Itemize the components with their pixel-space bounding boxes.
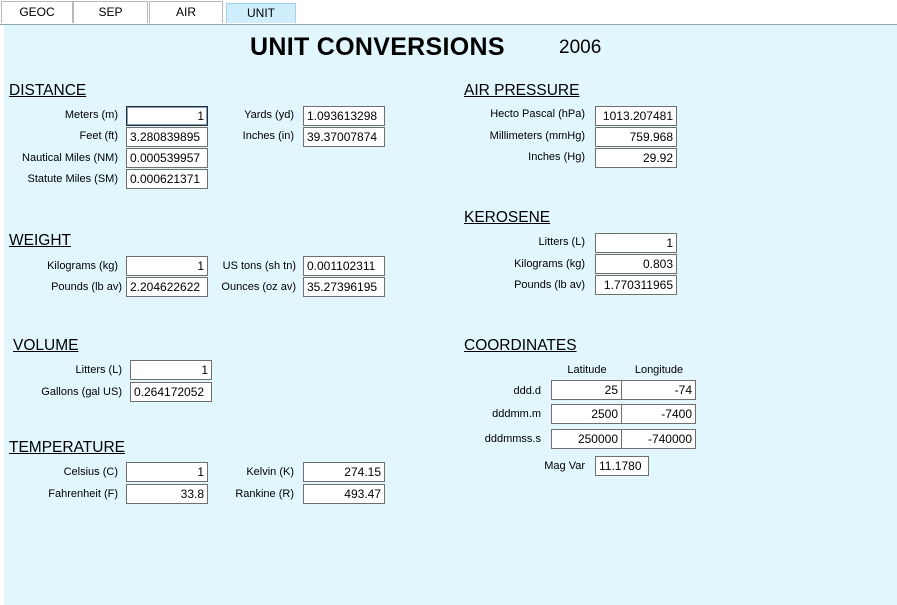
- nautical-miles-label: Nautical Miles (NM): [22, 152, 118, 164]
- latitude-ddmmss-field[interactable]: 250000: [551, 429, 622, 449]
- ounces-label: Ounces (oz av): [221, 281, 296, 293]
- rankine-field[interactable]: 493.47: [303, 484, 385, 504]
- celsius-field[interactable]: 1: [126, 462, 208, 482]
- millimeters-hg-label: Millimeters (mmHg): [489, 130, 585, 142]
- tab-air[interactable]: AIR: [149, 1, 223, 23]
- yards-label: Yards (yd): [244, 109, 294, 121]
- meters-label: Meters (m): [64, 109, 118, 121]
- kerosene-pounds-field[interactable]: 1.770311965: [595, 275, 677, 295]
- volume-liters-field[interactable]: 1: [130, 360, 212, 380]
- latitude-header: Latitude: [567, 364, 607, 376]
- longitude-decimal-field[interactable]: -74: [621, 380, 696, 400]
- inches-hg-label: Inches (Hg): [528, 151, 585, 163]
- weight-heading: WEIGHT: [9, 232, 71, 249]
- kerosene-pounds-label: Pounds (lb av): [514, 279, 585, 291]
- celsius-label: Celsius (C): [63, 466, 118, 478]
- fahrenheit-label: Fahrenheit (F): [48, 488, 118, 500]
- distance-heading: DISTANCE: [9, 82, 87, 99]
- volume-heading: VOLUME: [13, 337, 79, 354]
- coordinates-heading: COORDINATES: [464, 337, 577, 354]
- longitude-ddmmss-field[interactable]: -740000: [621, 429, 696, 449]
- hectopascal-label: Hecto Pascal (hPa): [490, 108, 585, 120]
- kelvin-label: Kelvin (K): [246, 466, 294, 478]
- rankine-label: Rankine (R): [235, 488, 294, 500]
- feet-field[interactable]: 3.280839895: [126, 127, 208, 147]
- feet-label: Feet (ft): [79, 130, 118, 142]
- meters-field[interactable]: 1: [126, 106, 208, 126]
- tab-sep[interactable]: SEP: [73, 1, 148, 23]
- statute-miles-label: Statute Miles (SM): [27, 173, 118, 185]
- longitude-header: Longitude: [634, 364, 684, 376]
- yards-field[interactable]: 1.093613298: [303, 106, 385, 126]
- latitude-decimal-field[interactable]: 25: [551, 380, 622, 400]
- kelvin-field[interactable]: 274.15: [303, 462, 385, 482]
- kerosene-kg-field[interactable]: 0.803: [595, 254, 677, 274]
- kilograms-field[interactable]: 1: [126, 256, 208, 276]
- inches-label: Inches (in): [242, 130, 294, 142]
- ounces-field[interactable]: 35.27396195: [303, 277, 385, 297]
- page-year: 2006: [559, 37, 602, 58]
- pounds-field[interactable]: 2.204622622: [126, 277, 208, 297]
- coord-row-label: dddmmss.s: [484, 433, 541, 445]
- tab-unit[interactable]: UNIT: [226, 3, 296, 23]
- millimeters-hg-field[interactable]: 759.968: [595, 127, 677, 147]
- kerosene-kg-label: Kilograms (kg): [514, 258, 585, 270]
- statute-miles-field[interactable]: 0.000621371: [126, 169, 208, 189]
- inches-field[interactable]: 39.37007874: [303, 127, 385, 147]
- mag-var-label: Mag Var: [544, 460, 585, 472]
- kerosene-liters-label: Litters (L): [538, 236, 585, 248]
- tab-geoc[interactable]: GEOC: [1, 1, 73, 23]
- kerosene-liters-field[interactable]: 1: [595, 233, 677, 253]
- pounds-label: Pounds (lb av): [51, 281, 122, 293]
- inches-hg-field[interactable]: 29.92: [595, 148, 677, 168]
- kilograms-label: Kilograms (kg): [47, 260, 118, 272]
- sheet-tab-bar: [0, 0, 897, 24]
- air-pressure-heading: AIR PRESSURE: [464, 82, 580, 99]
- gallons-field[interactable]: 0.264172052: [130, 382, 212, 402]
- us-tons-label: US tons (sh tn): [222, 260, 296, 272]
- coord-row-label: ddd.d: [513, 385, 541, 397]
- volume-liters-label: Litters (L): [75, 364, 122, 376]
- us-tons-field[interactable]: 0.001102311: [303, 256, 385, 276]
- fahrenheit-field[interactable]: 33.8: [126, 484, 208, 504]
- nautical-miles-field[interactable]: 0.000539957: [126, 148, 208, 168]
- coord-row-label: dddmm.m: [492, 408, 541, 420]
- page-title: UNIT CONVERSIONS: [250, 33, 505, 61]
- hectopascal-field[interactable]: 1013.207481: [595, 106, 677, 126]
- gallons-label: Gallons (gal US): [41, 386, 122, 398]
- kerosene-heading: KEROSENE: [464, 209, 551, 226]
- mag-var-field[interactable]: 11.1780: [595, 456, 649, 476]
- longitude-ddmm-field[interactable]: -7400: [621, 404, 696, 424]
- latitude-ddmm-field[interactable]: 2500: [551, 404, 622, 424]
- temperature-heading: TEMPERATURE: [9, 439, 125, 456]
